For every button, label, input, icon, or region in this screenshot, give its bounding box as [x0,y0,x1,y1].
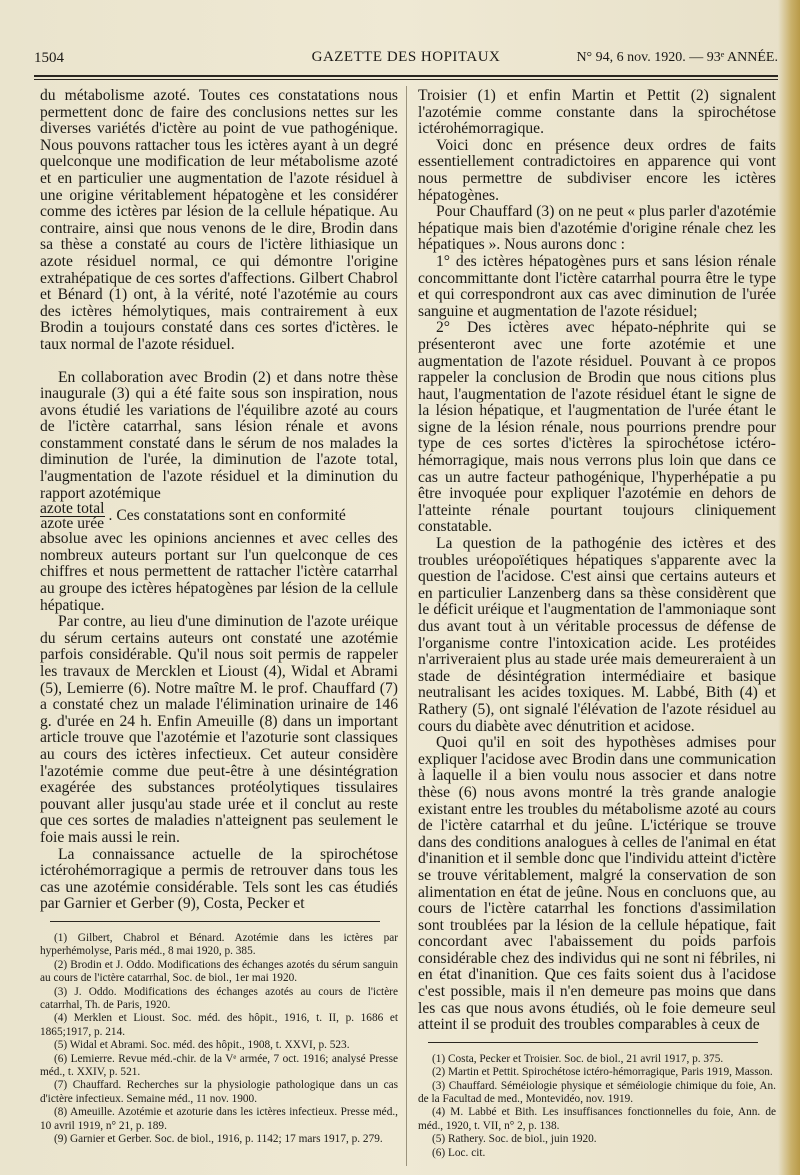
footnote: (3) J. Oddo. Modifications des échanges azotés au cours de l'ictère catarrhal, Th. de Paris, 1920. [40,985,398,1011]
paragraph: Quoi qu'il en soit des hypothèses admises pour expliquer l'acidose avec Brodin dans une communication à laquelle il a bien voulu nous associer et dans notre thèse (6) nous avons montré la très grande analogie existant entre les troubles du métabolisme azoté au cours de l'ictère catarrhal et du jeûne. L'ictérique se trouve dans des conditions analogues à celles de l'animal en état d'inanition et il semble donc que l'individu atteint d'ictère se trouve véritablement, malgré la conservation de son alimentation en état de jeûne. Nous en concluons que, au cours de l'ictère catarrhal les fonctions d'assimilation sont troublées par la lésion de la cellule hépatique, fait concordant avec l'abaissement du poids parfois considérable chez des individus qui ne sont ni fébriles, ni en état d'inanition. Que ces faits soient dus à l'acidose c'est possible, mais il n'en demeure pas moins que dans les cas que nous avons étudiés, où le foie demeure seul atteint il se produit des troubles comparables à ceux de [418,734,776,1034]
page-header [34,46,778,72]
paragraph: Troisier (1) et enfin Martin et Pettit (2) signalent l'azotémie comme constante dans la spirochétose ictérohémorragique. [418,87,776,138]
footnote: (7) Chauffard. Recherches sur la physiologie pathologique dans un cas d'ictère infectieux. Semaine méd., 11 nov. 1900. [40,1079,398,1105]
paragraph: 2° Des ictères avec hépato-néphrite qui se présenteront avec une forte azotémie et une augmentation de l'azote résiduel. Pouvant à ce propos rappeler la conclusion de Brodin que nous citions plus haut, l'augmentation de l'azote résiduel étant le signe de la lésion hépatique, et l'augmentation de l'urée étant le signe de la lésion rénale, nous pourrions prendre pour type de ces sortes d'ictères la spirochétose ictéro-hémorragique, mais nous verrons plus loin que dans ce cas un autre facteur pathogénique, l'hyperhépatie a pu être invoquée pour expliquer l'azotémie en dehors de l'atteinte rénale pourtant toujours cliniquement constatable. [418,319,776,536]
page-edge-shadow [778,0,800,1175]
paragraph: 1° des ictères hépatogènes purs et sans lésion rénale concommittante dont l'ictère catarrhal pourra être le type et qui correspondront aux cas avec diminution de l'urée sanguine et augmentation de l'azote résiduel; [418,252,776,320]
fraction-denominator: azote urée [40,515,105,533]
footnote: (5) Rathery. Soc. de biol., juin 1920. [432,1133,597,1146]
footnote: (6) Lemierre. Revue méd.-chir. de la Vᵉ armée, 7 oct. 1916; analysé Presse méd., t. XXIV, p. 521. [40,1052,398,1078]
paragraph: La question de la pathogénie des ictères et des troubles uréopoïétiques hépatiques s'apparente avec la question de l'acidose. C'est ainsi que certains auteurs et en particulier Lanzenberg dans sa thèse considèrent que le déficit uréique et l'augmentation de l'ammoniaque sont dus avant tout à un véritable processus de défense de l'organisme contre l'intoxication acide. Les protéides n'arriveraient plus au stade urée mais demeureraient à un stade de désintégration intermédiaire et basique neutralisant les acides toxiques. M. Labbé, Bith (4) et Rathery (5), ont signalé l'élévation de l'azote résiduel au cours du diabète avec dénutrition et acidose. [418,535,776,735]
footnote: (4) Merklen et Lioust. Soc. méd. des hôpit., 1916, t. II, p. 1686 et 1865;1917, p. 214. [40,1012,398,1038]
fraction-line [40,502,398,531]
footnote: (1) Gilbert, Chabrol et Bénard. Azotémie dans les ictères par hyperhémolyse, Paris méd., 8 mai 1920, p. 385. [40,931,398,958]
paragraph: Voici donc en présence deux ordres de faits essentiellement contradictoires en apparence qui vont nous permettre de subdiviser encore les ictères hépatogènes. [418,136,776,204]
header-rule-thin [34,79,778,80]
header-rule [34,75,778,77]
paragraph: La connaissance actuelle de la spirochétose ictérohémorragique a permis de retrouver dans tous les cas une azotémie considérable. Tels sont les cas étudiés par Garnier et Gerber (9), Costa, Pecker et [40,845,398,913]
footnote: (5) Widal et Abrami. Soc. méd. des hôpit., 1908, t. XXVI, p. 523. [54,1039,350,1052]
paragraph: Par contre, au lieu d'une diminution de l'azote uréique du sérum certains auteurs ont constaté une azotémie parfois considérable. Qu'il nous soit permis de rappeler les travaux de Mercklen et Lioust (4), Widal et Abrami (5), Lemierre (6). Notre maître M. le prof. Chauffard (7) a constaté chez un malade l'élimination urinaire de 146 g. d'urée en 24 h. Enfin Ameuille (8) dans un important article trouve que l'azotémie et l'azoturie sont classiques au cours des ictères infectieux. Cet auteur considère l'azotémie comme due peut-être à une désintégration exagérée des substances protéolytiques tissulaires pouvant aller jusqu'au stade urée et il conclut au reste que ces sortes de maladies n'atteignent pas seulement le foie mais aussi le rein. [40,613,398,846]
fraction-numerator: azote total [40,500,105,518]
azotemic-ratio-fraction [40,502,105,531]
footnote: (1) Costa, Pecker et Troisier. Soc. de biol., 21 avril 1917, p. 375. [432,1052,724,1065]
footnotes-left [40,932,398,1147]
fraction-tail: . Ces constatations sont en conformité [108,507,346,525]
journal-title: GAZETTE DES HOPITAUX [311,49,501,65]
right-column [418,88,776,1160]
left-column [40,88,398,1146]
issue-info: N° 94, 6 nov. 1920. — 93ᵉ ANNÉE. [576,50,778,65]
footnote: (3) Chauffard. Séméiologie physique et séméiologie chimique du foie, An. de la Facultad de med., Montevidéo, nov. 1919. [418,1079,776,1106]
footnote: (2) Martin et Pettit. Spirochétose ictéro-hémorragique, Paris 1919, Masson. [432,1066,773,1079]
footnote: (6) Loc. cit. [432,1146,486,1159]
column-divider [406,86,407,1166]
footnote-rule [50,921,380,922]
paragraph: du métabolisme azoté. Toutes ces constatations nous permettent donc de faire des conclusions nettes sur les diverses variétés d'ictère au point de vue pathogénique. Nous pouvons rattacher tous les ictères ayant à un degré quelconque une modification de leur métabolisme azoté et en particulier une augmentation de l'azote résiduel à une origine véritablement hépatogène et les considérer comme des ictères par lésion de la cellule hépatique. Au contraire, ainsi que nous venons de le dire, Brodin dans sa thèse a constaté au cours de l'ictère lithiasique un azote résiduel normal, ce qui démontre l'origine extrahépatique de ces sortes d'affections. Gilbert Chabrol et Bénard (1) ont, à la vérité, noté l'azotémie au cours des ictères hémolytiques, mais contrairement à eux Brodin a toujours constaté dans ces sortes d'ictères. le taux normal de l'azote résiduel. [40,87,398,353]
footnote-rule [428,1042,758,1043]
footnote: (9) Garnier et Gerber. Soc. de biol., 1916, p. 1142; 17 mars 1917, p. 279. [54,1133,383,1145]
footnote: (4) M. Labbé et Bith. Les insuffisances fonctionnelles du foie, Ann. de méd., 1920, t. VII, n° 2, p. 138. [418,1106,776,1132]
paragraph: absolue avec les opinions anciennes et avec celles des nombreux auteurs portant sur l'un quelconque de ces chiffres et nous permettent de rattacher l'ictère catarrhal au groupe des ictères hépatogènes par lésion de la cellule hépatique. [40,530,398,614]
paragraph: En collaboration avec Brodin (2) et dans notre thèse inaugurale (3) qui a été faite sous son inspiration, nous avons étudié les variations de l'équilibre azoté au cours de l'ictère catarrhal, sans lésion rénale et avons constamment constaté dans le sérum de nos malades la diminution de l'urée, la diminution de l'azote total, l'augmentation de l'azote résiduel et la diminution du rapport azotémique [40,368,398,502]
page-number: 1504 [34,50,64,66]
footnote: (8) Ameuille. Azotémie et azoturie dans les ictères infectieux. Presse méd., 10 avril 1919, n° 21, p. 189. [40,1106,398,1132]
paragraph: Pour Chauffard (3) on ne peut « plus parler d'azotémie hépatique mais bien d'azotémie d'origine rénale chez les hépatiques ». Nous aurons donc : [418,203,776,254]
footnotes-right [418,1053,776,1160]
footnote: (2) Brodin et J. Oddo. Modifications des échanges azotés du sérum sanguin au cours de l'ictère catarrhal, Soc. de biol., 1er mai 1920. [40,958,398,985]
